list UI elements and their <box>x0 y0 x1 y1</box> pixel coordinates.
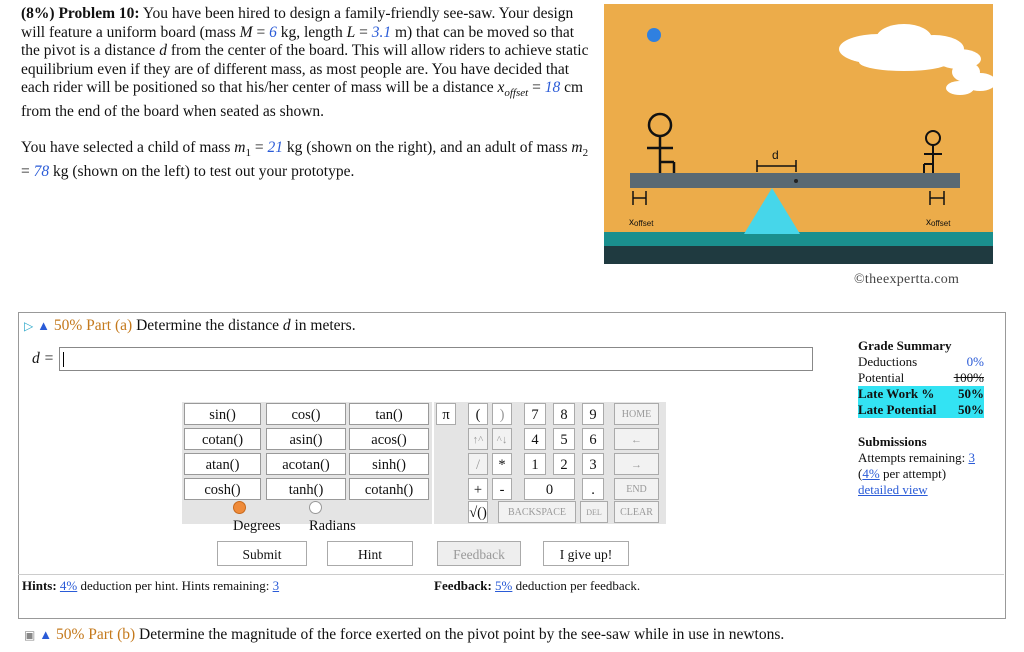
attempts-remaining: Attempts remaining: 3 <box>858 450 975 465</box>
left-paren-button[interactable]: ( <box>468 403 488 425</box>
collapsed-box-icon[interactable]: ▣ <box>24 628 36 642</box>
backspace-button[interactable]: BACKSPACE <box>498 501 576 523</box>
problem-title: (8%) Problem 10: <box>21 5 140 22</box>
feedback-button[interactable]: Feedback <box>437 541 521 566</box>
warning-icon: ▲ <box>37 318 50 333</box>
down-arrow-button[interactable]: ^↓ <box>492 428 512 450</box>
mass-board-value: 6 <box>269 23 277 41</box>
pi-button[interactable]: π <box>436 403 456 425</box>
digit-4-button[interactable]: 4 <box>524 428 546 450</box>
feedback-info: Feedback: 5% deduction per feedback. <box>434 578 641 593</box>
end-button[interactable]: END <box>614 478 659 500</box>
delete-button[interactable]: DEL <box>580 501 608 523</box>
potential-row: Potential 100% <box>858 370 984 385</box>
submit-button[interactable]: Submit <box>217 541 307 566</box>
right-paren-button[interactable]: ) <box>492 403 512 425</box>
late-potential-row: Late Potential 50% <box>858 402 984 417</box>
digit-5-button[interactable]: 5 <box>553 428 575 450</box>
hints-row <box>18 574 1004 599</box>
radio-unselected-icon[interactable] <box>309 501 322 514</box>
digit-2-button[interactable]: 2 <box>553 453 575 475</box>
plus-button[interactable]: + <box>468 478 488 500</box>
atan-button[interactable]: atan() <box>184 453 261 475</box>
hints-info: Hints: 4% deduction per hint. Hints remaining: 3 <box>22 578 280 593</box>
warning-icon: ▲ <box>39 627 53 642</box>
cotanh-button[interactable]: cotanh() <box>349 478 429 500</box>
seesaw-figure <box>604 4 993 264</box>
submissions-title: Submissions <box>858 434 927 449</box>
left-arrow-button[interactable]: ← <box>614 428 659 450</box>
digit-8-button[interactable]: 8 <box>553 403 575 425</box>
acotan-button[interactable]: acotan() <box>266 453 346 475</box>
grade-summary-title: Grade Summary <box>858 338 952 353</box>
home-button[interactable]: HOME <box>614 403 659 425</box>
expand-triangle-icon[interactable]: ▷ <box>24 319 34 333</box>
sinh-button[interactable]: sinh() <box>349 453 429 475</box>
answer-label: d = <box>32 350 55 367</box>
digit-0-button[interactable]: 0 <box>524 478 575 500</box>
part-b-title: ▣ ▲ 50% Part (b) Determine the magnitude of the force exerted on the pivot point by the see-saw while in use in newtons. <box>24 626 785 643</box>
degrees-option[interactable]: Degrees <box>233 501 281 535</box>
d-label: d <box>772 148 779 162</box>
tan-button[interactable]: tan() <box>349 403 429 425</box>
acos-button[interactable]: acos() <box>349 428 429 450</box>
part-a-title: ▷ ▲ 50% Part (a) Determine the distance d in meters. <box>24 317 356 334</box>
asin-button[interactable]: asin() <box>266 428 346 450</box>
multiply-button[interactable]: * <box>492 453 512 475</box>
digit-9-button[interactable]: 9 <box>582 403 604 425</box>
cos-button[interactable]: cos() <box>266 403 346 425</box>
hint-button[interactable]: Hint <box>327 541 413 566</box>
late-work-row: Late Work % 50% <box>858 386 984 401</box>
digit-6-button[interactable]: 6 <box>582 428 604 450</box>
per-attempt-deduction: (4% per attempt) <box>858 466 947 481</box>
length-value: 3.1 <box>371 23 392 41</box>
xoffset-left-label: xoffset <box>629 217 654 228</box>
problem-paragraph-2: You have selected a child of mass $m_1 = 21$ kg (shown on the right), and an adult of mass $m_2 = 78$ kg (shown on the left) to test out your prototype. <box>21 139 589 180</box>
give-up-button[interactable]: I give up! <box>543 541 629 566</box>
digit-7-button[interactable]: 7 <box>524 403 546 425</box>
cosh-button[interactable]: cosh() <box>184 478 261 500</box>
xoffset-right-label: xoffset <box>926 217 951 228</box>
tanh-button[interactable]: tanh() <box>266 478 346 500</box>
divide-button[interactable]: / <box>468 453 488 475</box>
grade-summary <box>858 338 984 498</box>
clear-button[interactable]: CLEAR <box>614 501 659 523</box>
decimal-button[interactable]: . <box>582 478 604 500</box>
sqrt-button[interactable]: √() <box>468 501 488 523</box>
cotan-button[interactable]: cotan() <box>184 428 261 450</box>
copyright-credit: ©theexpertta.com <box>854 272 960 287</box>
digit-3-button[interactable]: 3 <box>582 453 604 475</box>
m1-value: 21 <box>267 139 283 157</box>
problem-paragraph-1: (8%) Problem 10: You have been hired to design a family-friendly see-saw. Your design will feature a uniform board (mass M = 6 kg, length L = 3.1 m) that can be moved so that the pivot is a distance d from the center of the board. This will allow riders to achieve static equilibrium even if they are of different mass, as most people are. You have decided that each rider will be positioned so that his/her center of mass will be a distance $x_{offset} = 18$ cm from the end of the board when seated as shown. <box>21 5 589 120</box>
sun-icon <box>647 28 661 42</box>
digit-1-button[interactable]: 1 <box>524 453 546 475</box>
seesaw-illustration <box>604 4 993 264</box>
minus-button[interactable]: - <box>492 478 512 500</box>
problem-statement <box>21 5 591 191</box>
xoffset-value: 18 <box>544 79 561 96</box>
m2-value: 78 <box>33 162 50 180</box>
radio-selected-icon[interactable] <box>233 501 246 514</box>
deductions-row: Deductions 0% <box>858 354 984 369</box>
radians-option[interactable]: Radians <box>309 501 356 535</box>
detailed-view-link[interactable]: detailed view <box>858 482 928 497</box>
right-arrow-button[interactable]: → <box>614 453 659 475</box>
sin-button[interactable]: sin() <box>184 403 261 425</box>
answer-input[interactable] <box>59 347 813 371</box>
up-arrow-button[interactable]: ↑^ <box>468 428 488 450</box>
